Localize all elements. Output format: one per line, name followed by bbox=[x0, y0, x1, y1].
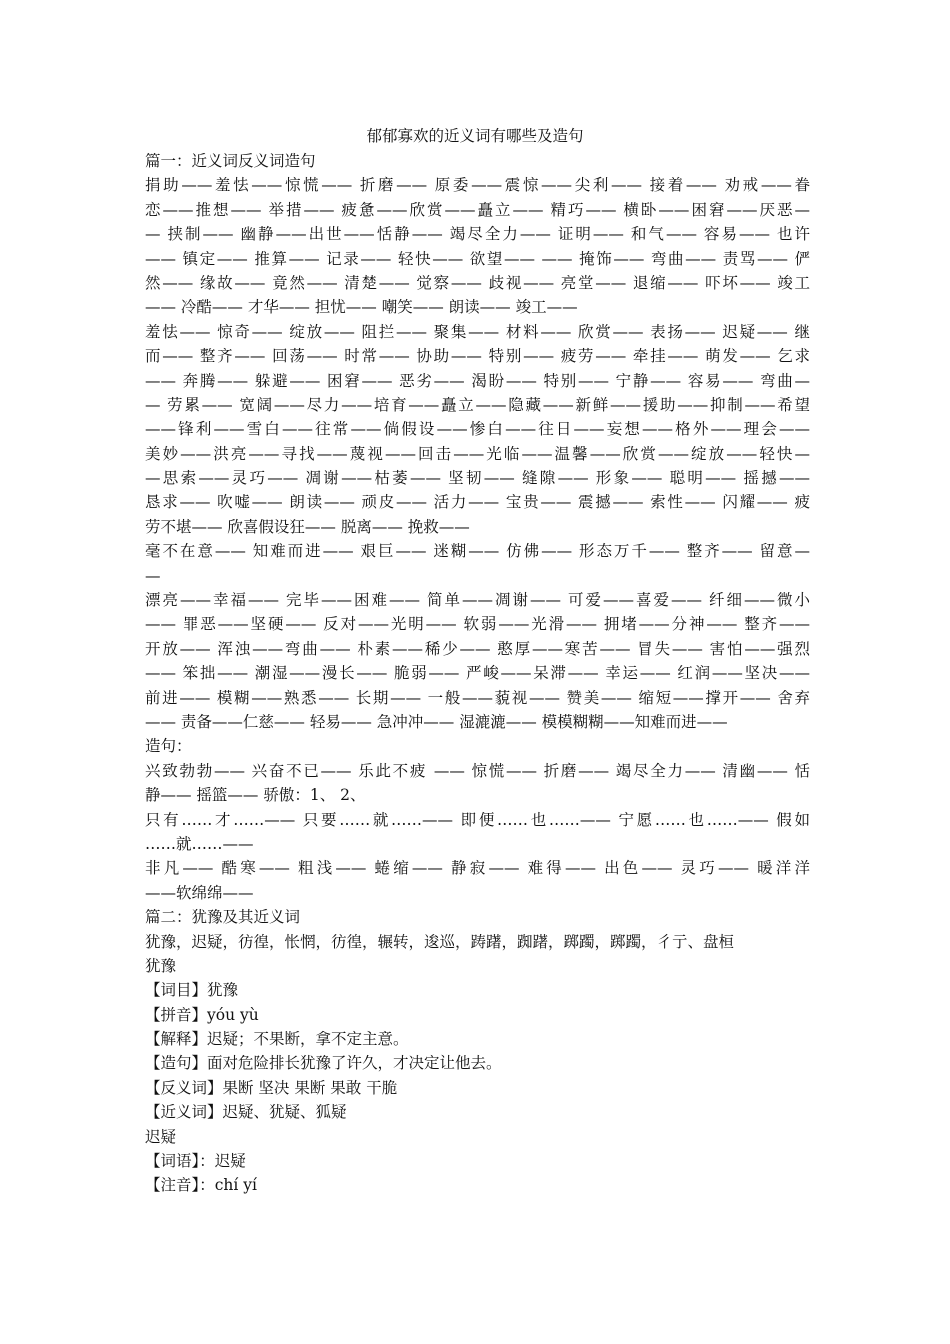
text-line: 美妙——洪亮——寻找——蔑视——回击——光临——温馨——欣赏——绽放——轻快— bbox=[145, 444, 810, 463]
text-line: —思索——灵巧—— 凋谢——枯萎—— 坚韧—— 缝隙—— 形象—— 聪明—— 摇撼—— bbox=[145, 469, 810, 488]
text-line: 【拼音】yóu yù bbox=[145, 1005, 259, 1024]
text-line: 捐助——羞怯——惊慌—— 折磨—— 原委——震惊——尖利—— 接着—— 劝戒——眷 bbox=[145, 176, 810, 195]
text-line: — bbox=[145, 566, 161, 585]
text-line: —— 奔腾—— 躲避—— 困窘—— 恶劣—— 渴盼—— 特别—— 宁静—— 容易—— 弯曲— bbox=[145, 371, 810, 390]
text-line: ——软绵绵—— bbox=[145, 883, 254, 902]
text-line: 只有……才……—— 只要……就……—— 即便……也……—— 宁愿……也……—— 假如 bbox=[145, 810, 810, 829]
text-line: 羞怯—— 惊奇—— 绽放—— 阻拦—— 聚集—— 材料—— 欣赏—— 表扬—— 迟疑—— 继 bbox=[145, 322, 810, 341]
text-line: 漂亮——幸福—— 完毕——困难—— 简单——凋谢—— 可爱——喜爱—— 纤细——微小 bbox=[145, 591, 810, 610]
text-line: 造句： bbox=[145, 737, 192, 756]
text-line: 非凡—— 酷寒—— 粗浅—— 蜷缩—— 静寂—— 难得—— 出色—— 灵巧—— 暖洋洋 bbox=[145, 859, 810, 878]
text-line: 静—— 摇篮—— 骄傲：1、 2、 bbox=[145, 786, 366, 805]
text-line: 迟疑 bbox=[145, 1127, 177, 1146]
text-line: ——锋利——雪白——往常——倘假设——惨白——往日——妄想——格外——理会—— bbox=[145, 420, 810, 439]
text-line: 【注音】：chí yí bbox=[145, 1176, 258, 1195]
text-line: 【近义词】迟疑、犹疑、狐疑 bbox=[145, 1103, 347, 1122]
text-line: 前进—— 模糊——熟悉—— 长期—— 一般——藐视—— 赞美—— 缩短——撑开—— 舍弃 bbox=[145, 688, 810, 707]
document-title: 郁郁寡欢的近义词有哪些及造句 bbox=[366, 127, 584, 145]
text-line: 恳求—— 吹嘘—— 朗读—— 顽皮—— 活力—— 宝贵—— 震撼—— 索性—— 闪耀—— 疲 bbox=[145, 493, 810, 512]
text-line: —— 笨拙—— 潮湿——漫长—— 脆弱—— 严峻——呆滞—— 幸运—— 红润——坚决—— bbox=[145, 664, 810, 683]
text-line: 【词语】：迟疑 bbox=[145, 1152, 246, 1171]
text-line: 开放—— 浑浊——弯曲—— 朴素——稀少—— 憨厚——寒苦—— 冒失—— 害怕——强烈 bbox=[145, 639, 810, 658]
text-line: ……就……—— bbox=[145, 834, 254, 853]
text-line: 犹豫 bbox=[145, 956, 177, 975]
text-line: 【解释】迟疑；不果断，拿不定主意。 bbox=[145, 1030, 409, 1049]
text-line: 【词目】犹豫 bbox=[145, 981, 239, 1000]
text-line: — 挟制—— 幽静——出世——恬静—— 竭尽全力—— 证明—— 和气—— 容易—— 也许 bbox=[145, 225, 810, 244]
text-line: 而—— 整齐—— 回荡—— 时常—— 协助—— 特别—— 疲劳—— 牵挂—— 萌发—— 乞求 bbox=[145, 347, 810, 366]
text-line: 兴致勃勃—— 兴奋不已—— 乐此不疲 —— 惊慌—— 折磨—— 竭尽全力—— 清幽—— 恬 bbox=[145, 761, 810, 780]
text-line: —— 镇定—— 推算—— 记录—— 轻快—— 欲望—— —— 掩饰—— 弯曲—— 责骂—— 俨 bbox=[145, 249, 810, 268]
text-line: 然—— 缘故—— 竟然—— 清楚—— 觉察—— 歧视—— 亮堂—— 退缩—— 吓坏—— 竣工 bbox=[145, 273, 810, 292]
text-line: —— 责备——仁慈—— 轻易—— 急冲冲—— 湿漉漉—— 模模糊糊——知难而进—— bbox=[145, 712, 728, 731]
text-line: 【造句】面对危险排长犹豫了许久，才决定让他去。 bbox=[145, 1054, 502, 1073]
text-line: 【反义词】果断 坚决 果断 果敢 干脆 bbox=[145, 1078, 398, 1097]
text-line: 劳不堪—— 欣喜假设狂—— 脱离—— 挽救—— bbox=[145, 517, 470, 536]
text-line: 篇一：近义词反义词造句 bbox=[145, 152, 316, 170]
text-line: —— 罪恶——坚硬—— 反对——光明—— 软弱——光滑—— 拥堵——分神—— 整齐—— bbox=[145, 615, 810, 634]
document-body bbox=[145, 149, 810, 1198]
text-line: — 劳累—— 宽阔——尽力——培育——矗立——隐藏——新鲜——援助——抑制——希望 bbox=[145, 395, 810, 414]
text-line: 毫不在意—— 知难而进—— 艰巨—— 迷糊—— 仿佛—— 形态万千—— 整齐—— 留意— bbox=[145, 542, 810, 561]
text-line: 恋——推想—— 举措—— 疲惫——欣赏——矗立—— 精巧—— 横卧——困窘——厌恶— bbox=[145, 200, 810, 219]
text-line: 犹豫，迟疑，彷徨，怅惘，彷徨，辗转，逡巡，踌躇，踟躇，踯躅，踯躅，彳亍、盘桓 bbox=[145, 932, 735, 951]
text-line: —— 冷酷—— 才华—— 担忧—— 嘲笑—— 朗读—— 竣工—— bbox=[145, 298, 578, 317]
text-line: 篇二：犹豫及其近义词 bbox=[145, 908, 301, 927]
